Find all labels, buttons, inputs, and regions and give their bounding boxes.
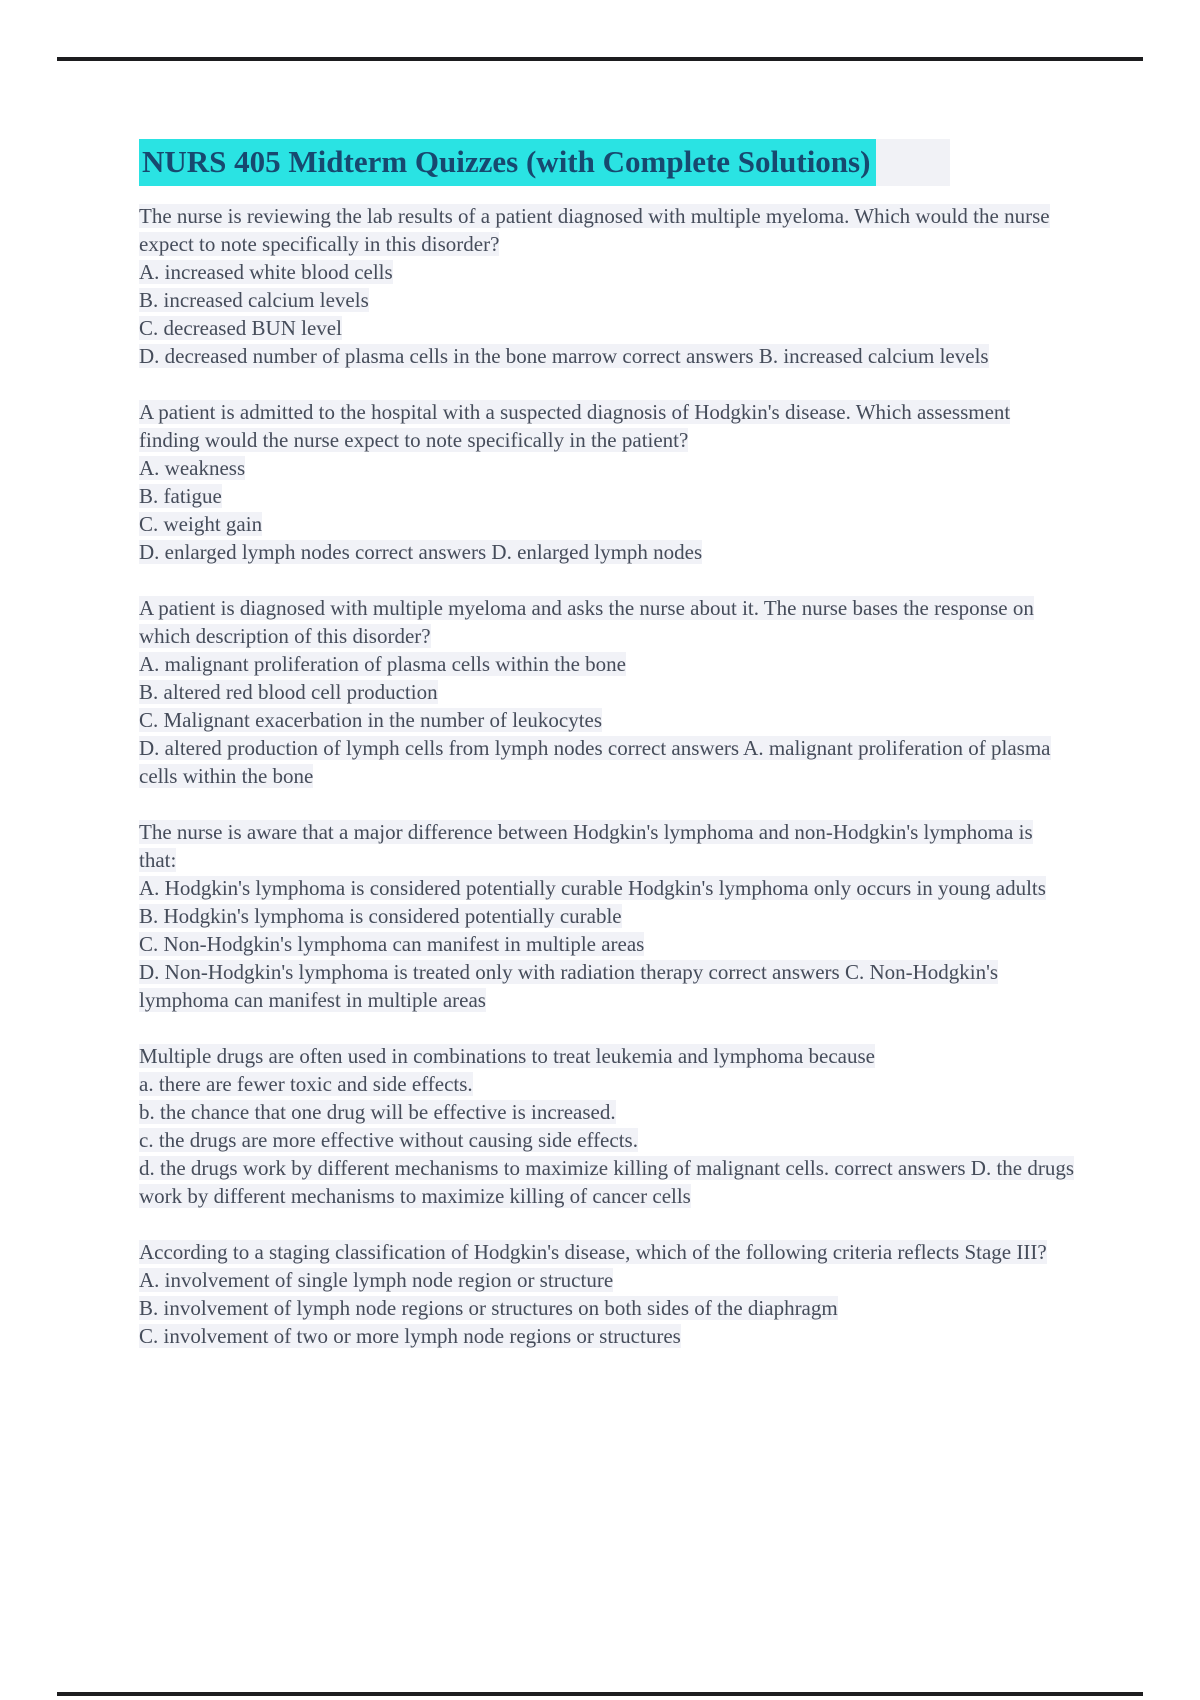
- question-line: [139, 1098, 1075, 1126]
- question-line: [139, 258, 1075, 286]
- line-text: C. involvement of two or more lymph node regions or structures: [139, 1324, 681, 1348]
- question-line: [139, 706, 1075, 734]
- page-title: [139, 139, 1075, 186]
- line-text: The nurse is reviewing the lab results of a patient diagnosed with multiple myeloma. Which would the nurse expect to note specifically in this disorder?: [139, 204, 1050, 256]
- page-title-trailing-highlight: [876, 139, 950, 186]
- question-line: [139, 1042, 1075, 1070]
- line-text: C. weight gain: [139, 512, 263, 536]
- line-text: A. involvement of single lymph node region or structure: [139, 1268, 614, 1292]
- question-line: [139, 202, 1075, 258]
- question-block: [139, 1042, 1075, 1210]
- line-text: b. the chance that one drug will be effective is increased.: [139, 1100, 616, 1124]
- questions-list: [139, 202, 1075, 1350]
- top-horizontal-rule: [57, 57, 1143, 61]
- question-line: [139, 1154, 1075, 1210]
- question-line: [139, 930, 1075, 958]
- line-text: Multiple drugs are often used in combinations to treat leukemia and lymphoma because: [139, 1044, 875, 1068]
- line-text: C. decreased BUN level: [139, 316, 342, 340]
- question-line: [139, 1070, 1075, 1098]
- line-text: D. Non-Hodgkin's lymphoma is treated only with radiation therapy correct answers C. Non-Hodgkin's lymphoma can manifest in multiple areas: [139, 960, 999, 1012]
- line-text: A patient is admitted to the hospital with a suspected diagnosis of Hodgkin's disease. Which assessment finding would the nurse expect to note specifically in the patient?: [139, 400, 1011, 452]
- question-line: [139, 874, 1075, 902]
- question-line: [139, 902, 1075, 930]
- question-line: [139, 734, 1075, 790]
- line-text: B. increased calcium levels: [139, 288, 369, 312]
- line-text: B. fatigue: [139, 484, 222, 508]
- question-block: [139, 398, 1075, 566]
- line-text: D. enlarged lymph nodes correct answers D. enlarged lymph nodes: [139, 540, 703, 564]
- question-line: [139, 678, 1075, 706]
- line-text: D. altered production of lymph cells from lymph nodes correct answers A. malignant proliferation of plasma cells within the bone: [139, 736, 1051, 788]
- question-block: [139, 818, 1075, 1014]
- question-line: [139, 1126, 1075, 1154]
- question-line: [139, 594, 1075, 650]
- question-block: [139, 202, 1075, 370]
- question-line: [139, 314, 1075, 342]
- line-text: A patient is diagnosed with multiple myeloma and asks the nurse about it. The nurse bases the response on which description of this disorder?: [139, 596, 1034, 648]
- line-text: A. Hodgkin's lymphoma is considered potentially curable Hodgkin's lymphoma only occurs in young adults: [139, 876, 1046, 900]
- question-block: [139, 1238, 1075, 1350]
- line-text: d. the drugs work by different mechanisms to maximize killing of malignant cells. correct answers D. the drugs work by different mechanisms to maximize killing of cancer cells: [139, 1156, 1075, 1208]
- line-text: A. increased white blood cells: [139, 260, 393, 284]
- question-line: [139, 398, 1075, 454]
- question-line: [139, 818, 1075, 874]
- line-text: A. weakness: [139, 456, 246, 480]
- question-line: [139, 538, 1075, 566]
- line-text: B. altered red blood cell production: [139, 680, 438, 704]
- question-line: [139, 510, 1075, 538]
- bottom-horizontal-rule: [57, 1692, 1143, 1696]
- question-line: [139, 482, 1075, 510]
- question-line: [139, 1238, 1075, 1266]
- line-text: c. the drugs are more effective without causing side effects.: [139, 1128, 638, 1152]
- question-line: [139, 1322, 1075, 1350]
- question-line: [139, 286, 1075, 314]
- line-text: B. involvement of lymph node regions or structures on both sides of the diaphragm: [139, 1296, 838, 1320]
- question-line: [139, 1266, 1075, 1294]
- line-text: A. malignant proliferation of plasma cells within the bone: [139, 652, 626, 676]
- line-text: C. Non-Hodgkin's lymphoma can manifest in multiple areas: [139, 932, 645, 956]
- question-line: [139, 958, 1075, 1014]
- question-line: [139, 1294, 1075, 1322]
- line-text: B. Hodgkin's lymphoma is considered potentially curable: [139, 904, 622, 928]
- line-text: D. decreased number of plasma cells in the bone marrow correct answers B. increased calcium levels: [139, 344, 989, 368]
- line-text: According to a staging classification of Hodgkin's disease, which of the following criteria reflects Stage III?: [139, 1240, 1047, 1264]
- question-line: [139, 650, 1075, 678]
- line-text: The nurse is aware that a major difference between Hodgkin's lymphoma and non-Hodgkin's lymphoma is that:: [139, 820, 1033, 872]
- question-line: [139, 342, 1075, 370]
- document-content: [139, 139, 1075, 1378]
- line-text: C. Malignant exacerbation in the number of leukocytes: [139, 708, 603, 732]
- line-text: a. there are fewer toxic and side effects.: [139, 1072, 473, 1096]
- page-title-highlight: NURS 405 Midterm Quizzes (with Complete Solutions): [139, 139, 876, 186]
- question-block: [139, 594, 1075, 790]
- question-line: [139, 454, 1075, 482]
